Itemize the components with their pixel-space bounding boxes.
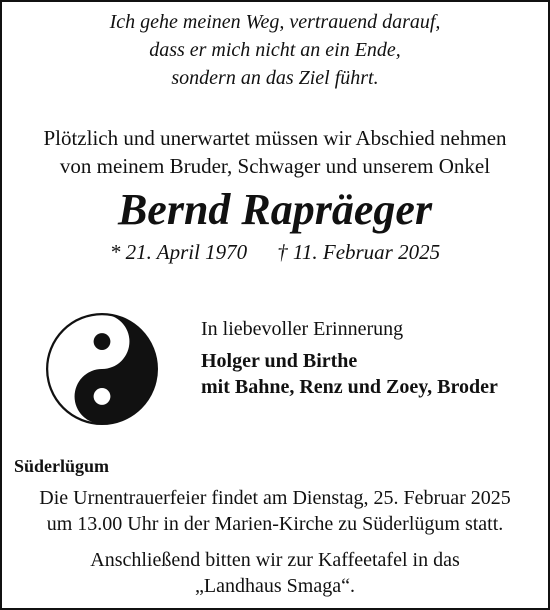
poem-line: Ich gehe meinen Weg, vertrauend darauf,: [109, 11, 441, 33]
location-label: Süderlügum: [14, 456, 110, 476]
mourner-line: Holger und Birthe: [201, 350, 358, 372]
poem-verse: [0, 8, 550, 92]
reception-line: „Landhaus Smaga“.: [195, 575, 355, 597]
ceremony-text: [0, 485, 550, 537]
intro-line: Plötzlich und unerwartet müssen wir Abschied nehmen: [43, 126, 507, 150]
intro-line: von meinem Bruder, Schwager und unserem Onkel: [59, 154, 491, 178]
life-dates: [0, 238, 550, 266]
intro-text: [0, 124, 550, 180]
ceremony-line: Die Urnentrauerfeier findet am Dienstag, 25. Februar 2025: [39, 487, 511, 509]
mourner-names: [201, 348, 541, 400]
poem-line: dass er mich nicht an ein Ende,: [149, 39, 401, 61]
yin-yang-icon: [46, 313, 158, 425]
memorial-phrase: In liebevoller Erinnerung: [201, 318, 404, 340]
poem-line: sondern an das Ziel führt.: [171, 67, 379, 89]
reception-line: Anschließend bitten wir zur Kaffeetafel in das: [90, 549, 460, 571]
death-date: † 11. Februar 2025: [277, 240, 441, 264]
birth-date: * 21. April 1970: [109, 240, 248, 264]
mourner-line: mit Bahne, Renz und Zoey, Broder: [201, 376, 498, 398]
deceased-name: Bernd Rapräeger: [117, 185, 433, 234]
reception-text: [0, 547, 550, 599]
ceremony-line: um 13.00 Uhr in der Marien-Kirche zu Süderlügum statt.: [46, 513, 504, 535]
mourners-block: [201, 316, 541, 400]
